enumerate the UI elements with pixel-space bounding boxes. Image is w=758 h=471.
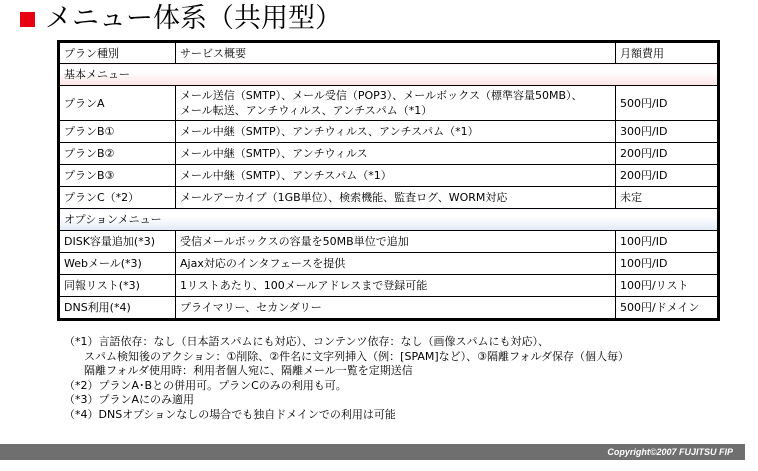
monthly-fee: 500円/ドメイン — [616, 297, 719, 320]
plan-name: プランB① — [59, 121, 176, 143]
table-row — [59, 231, 719, 253]
monthly-fee: 200円/ID — [616, 143, 719, 165]
plan-table — [57, 40, 720, 321]
plan-name: Webメール(*3) — [59, 253, 176, 275]
footnote-3: （*3）プランAにのみ適用 — [64, 393, 195, 406]
service-summary: Ajax対応のインタフェースを提供 — [176, 253, 616, 275]
plan-name: プランA — [59, 86, 176, 121]
plan-table-container — [57, 40, 717, 321]
header-monthly-fee: 月額費用 — [616, 42, 719, 64]
footer-bar — [0, 444, 745, 460]
table-header-row — [59, 42, 719, 64]
plan-name: プランB③ — [59, 165, 176, 187]
section-label-basic: 基本メニュー — [59, 64, 719, 86]
service-summary: メールアーカイブ（1GB単位）、検索機能、監査ログ、WORM対応 — [176, 187, 616, 209]
slide-title — [20, 2, 342, 36]
plan-name: プランB② — [59, 143, 176, 165]
header-plan-type: プラン種別 — [59, 42, 176, 64]
section-label-option: オプションメニュー — [59, 209, 719, 231]
footnote-1-detail: スパム検知後のアクション：①削除、②件名に文字列挿入（例：[SPAM]など）、③隔離フォルダ保存（個人毎） — [84, 349, 630, 363]
table-row — [59, 297, 719, 320]
table-row — [59, 165, 719, 187]
plan-name: DNS利用(*4) — [59, 297, 176, 320]
header-service-summary: サービス概要 — [176, 42, 616, 64]
section-row-basic — [59, 64, 719, 86]
monthly-fee: 500円/ID — [616, 86, 719, 121]
table-row — [59, 121, 719, 143]
monthly-fee: 未定 — [616, 187, 719, 209]
table-row — [59, 187, 719, 209]
service-summary: 1リストあたり、100メールアドレスまで登録可能 — [176, 275, 616, 297]
section-row-option — [59, 209, 719, 231]
footnote-4: （*4）DNSオプションなしの場合でも独自ドメインでの利用は可能 — [64, 407, 396, 421]
monthly-fee: 200円/ID — [616, 165, 719, 187]
table-row — [59, 253, 719, 275]
red-square-bullet-icon — [20, 12, 35, 27]
table-row — [59, 86, 719, 121]
plan-name: プランC（*2） — [59, 187, 176, 209]
page-title: メニュー体系（共用型） — [45, 3, 342, 34]
footnote-2: （*2）プランA･Bとの併用可。プランCのみの利用も可。 — [64, 378, 347, 392]
table-row — [59, 143, 719, 165]
monthly-fee: 100円/ID — [616, 231, 719, 253]
service-summary: メール中継（SMTP）、アンチウィルス、アンチスパム（*1） — [176, 121, 616, 143]
summary-line: メール送信（SMTP）、メール受信（POP3）、メールボックス（標準容量50MB）、 — [180, 89, 583, 102]
footnotes — [64, 335, 744, 422]
table-row — [59, 275, 719, 297]
footnote-1-detail: 隔離フォルダ使用時：利用者個人宛に、隔離メール一覧を定期送信 — [84, 364, 413, 377]
service-summary: メール中継（SMTP）、アンチスパム（*1） — [176, 165, 616, 187]
monthly-fee: 100円/リスト — [616, 275, 719, 297]
summary-line: メール転送、アンチウィルス、アンチスパム（*1） — [180, 104, 433, 117]
monthly-fee: 100円/ID — [616, 253, 719, 275]
service-summary: メール中継（SMTP）、アンチウィルス — [176, 143, 616, 165]
service-summary: 受信メールボックスの容量を50MB単位で追加 — [176, 231, 616, 253]
plan-name: DISK容量追加(*3) — [59, 231, 176, 253]
footnote-1: （*1）言語依存：なし（日本語スパムにも対応）、コンテンツ依存：なし（画像スパムにも対応）、 — [64, 335, 549, 348]
copyright-text: Copyright©2007 FUJITSU FIP — [607, 447, 733, 457]
service-summary: プライマリー、セカンダリー — [176, 297, 616, 320]
service-summary — [176, 86, 616, 121]
plan-name: 同報リスト(*3) — [59, 275, 176, 297]
monthly-fee: 300円/ID — [616, 121, 719, 143]
